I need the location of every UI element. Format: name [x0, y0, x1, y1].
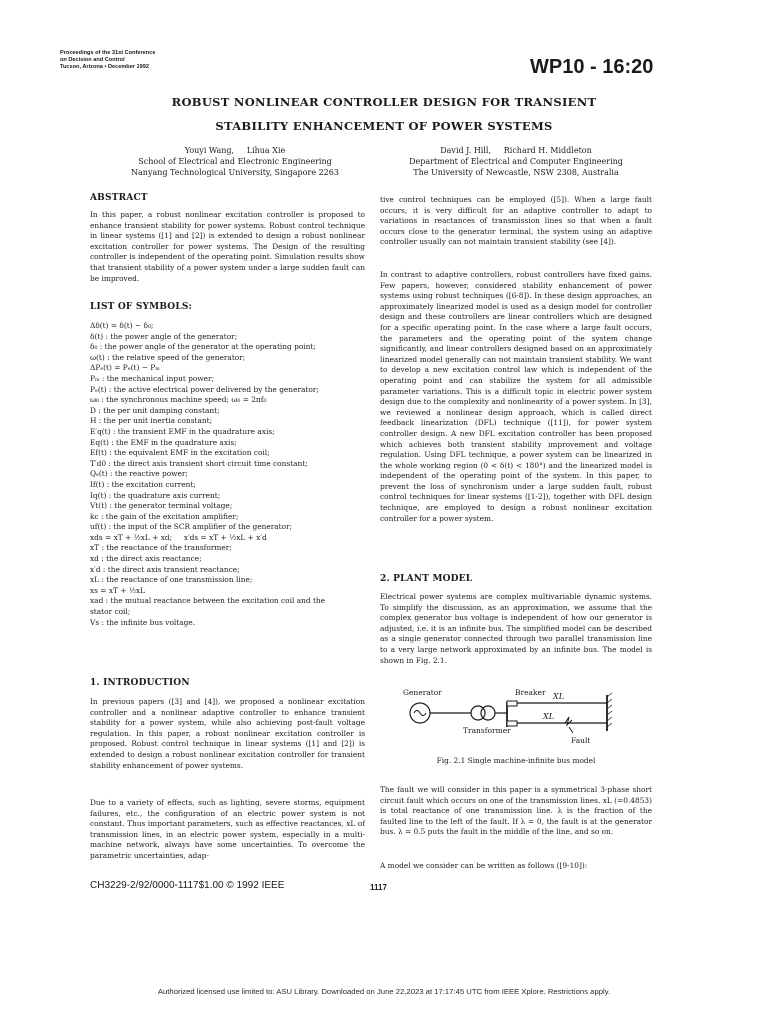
symbol-item: T′d0 : the direct axis transient short circuit time constant;	[90, 458, 308, 468]
symbol-item: Iq(t) : the quadrature axis current;	[90, 490, 221, 500]
generator-sine-icon	[414, 711, 426, 716]
right-paragraph: A model we consider can be written as follows ([9-10]):	[380, 861, 588, 870]
symbol-item: ΔPₑ(t) = Pₑ(t) − Pₘ	[90, 363, 160, 373]
paper-title-line-1: ROBUST NONLINEAR CONTROLLER DESIGN FOR TRANSIENT	[171, 95, 597, 109]
symbol-item: If(t) : the excitation current;	[90, 479, 196, 489]
symbol-item: Ef(t) : the equivalent EMF in the excitation coil;	[90, 448, 270, 458]
symbol-item: Pₑ(t) : the active electrical power delivered by the generator;	[90, 384, 319, 394]
breaker-label: Breaker	[515, 688, 546, 697]
proceedings-line: on Decision and Control	[60, 57, 125, 63]
fault-lightning-icon	[565, 717, 572, 725]
symbol-item: xs = xT + ½xL	[90, 585, 146, 595]
copyright-code: CH3229-2/92/0000-1117$1.00 © 1992 IEEE	[90, 880, 285, 891]
breaker-symbol	[507, 721, 517, 726]
symbol-item: xd : the direct axis reactance;	[90, 554, 202, 564]
author-affiliation: The University of Newcastle, NSW 2308, Australia	[413, 168, 619, 177]
figure-caption: Fig. 2.1 Single machine-infinite bus model	[436, 756, 596, 765]
right-paragraph: Electrical power systems are complex multivariable dynamic systems. To simplify the discussion, as an approximation, we assume that the complex generator bus voltage is independent of how our generator is adjusted, i.e. it is an infinite bus. The simplified model can be described as a single generator connected through two parallel transmission line to a very large network approximated by an infinite bus. The model is shown in Fig. 2.1.	[380, 592, 652, 665]
symbol-item: Vt(t) : the generator terminal voltage;	[90, 501, 233, 511]
symbols-heading: LIST OF SYMBOLS:	[90, 302, 193, 312]
proceedings-line: Proceedings of the 31st Conference	[60, 50, 156, 56]
introduction-paragraph: Due to a variety of effects, such as lighting, severe storms, equipment failures, etc., the configuration of an electric power system is not constant. Thus important parameters, such as effective reactances, xL of transmission lines, in an electric power system, especially in a multi-machine network, always have some uncertainties. To overcome the parametric uncertainties, adap-	[90, 798, 365, 860]
symbol-item: D : the per unit damping constant;	[90, 405, 220, 415]
symbol-item: xds = xT + ½xL + xd; x′ds = xT + ½xL + x′d	[90, 532, 267, 542]
symbol-item: Pₘ : the mechanical input power;	[90, 373, 215, 383]
symbol-item: ω(t) : the relative speed of the generator;	[90, 352, 246, 362]
symbol-item: xT : the reactance of the transformer;	[90, 543, 232, 553]
author-affiliation: School of Electrical and Electronic Engineering	[138, 157, 332, 166]
right-paragraph: tive control techniques can be employed ([5]). When a large fault occurs, it is very difficult for an adaptive controller to adapt to variations in reactances of transmission lines so that when a fault occurs close to the generator terminal, the system using an adaptive controller usually can not maintain transient stability (see [4]).	[380, 195, 652, 247]
symbols-list	[90, 321, 365, 628]
introduction-paragraph: In previous papers ([3] and [4]), we proposed a nonlinear excitation controller and a nonlinear adaptive controller to enhance transient stability for a power system, while also achieving post-fault voltage regulation. In this paper, a robust nonlinear excitation controller is proposed. Robust control technique in linear systems ([1] and [2]) is extended to design a robust nonlinear excitation controller for transient stability enhancement of power systems.	[90, 697, 365, 770]
line-reactance-label: XL	[553, 692, 565, 701]
single-machine-infinite-bus-diagram	[395, 683, 645, 748]
line-reactance-label: XL	[543, 712, 555, 721]
plant-model-heading: 2. PLANT MODEL	[380, 574, 473, 584]
proceedings-line: Tucson, Arizona • December 1992	[60, 64, 150, 70]
session-code: WP10 - 16:20	[530, 56, 654, 78]
abstract-text: In this paper, a robust nonlinear excitation controller is proposed to enhance transient stability for power systems. Robust control technique in linear systems ([1] and [2]) is extended to design a robust nonlinear excitation controller for power systems. The Design of the resulting controller is independent of the operating point. Simulation results show that transient stability of a power system under a large sudden fault can be improved.	[90, 210, 365, 283]
symbol-item: uf(t) : the input of the SCR amplifier of the generator;	[90, 522, 293, 532]
symbol-item: Qₑ(t) : the reactive power;	[90, 469, 188, 479]
proceedings-info	[60, 50, 155, 71]
symbol-item: xL : the reactance of one transmission line;	[90, 575, 253, 585]
symbol-item: ω₀ : the synchronous machine speed; ω₀ = 2πf₀	[90, 395, 267, 405]
author-names: Youyi Wang, Lihua Xie	[184, 146, 286, 155]
symbol-item: H : the per unit inertia constant;	[90, 416, 213, 426]
symbol-item: Eq(t) : the EMF in the quadrature axis;	[90, 437, 237, 447]
paper-title-line-2: STABILITY ENHANCEMENT OF POWER SYSTEMS	[215, 119, 553, 133]
symbol-item: E′q(t) : the transient EMF in the quadrature axis;	[90, 426, 275, 436]
transformer-label: Transformer	[463, 726, 511, 735]
author-names: David J. Hill, Richard H. Middleton	[440, 146, 592, 155]
right-paragraph: In contrast to adaptive controllers, robust controllers have fixed gains. Few papers, however, considered stability enhancement of power systems using robust techniques ([6-8]). In these design approaches, an approximately linearized model is used as a design model for controller design and these controllers are linear controllers which are designed for a specific operating point. In the case where a large fault occurs, the parameters and the operating point of the system change significantly, and linear controllers designed based on an approximately linearized model generally can not maintain transient stability. We want to develop a new excitation control law which is independent of the operating point and can stabilize the system for all admissible parameter variations. This is a difficult topic in electric power system design due to the complexity and nonlinearity of a power system. In [3], we reviewed a nonlinear design approach, which is called direct feedback linearization (DFL) technique ([11]), for power system controller design. A new DFL excitation controller has been proposed which achieves both transient stability improvement and voltage regulation. Using DFL technique, a power system can be linearized in the whole working region (0 < δ(t) < 180°) and the linearized model is independent of the operating point of the system. In this paper, to prevent the loss of synchronism under a large sudden fault, robust control techniques for linear systems ([1-2]), together with DFL design technique, are employed to design a robust nonlinear excitation controller for a power system.	[380, 270, 652, 523]
authors-right	[384, 145, 648, 178]
symbol-item: stator coil;	[90, 607, 131, 617]
abstract-heading: ABSTRACT	[90, 193, 148, 203]
symbol-item: xad : the mutual reactance between the excitation coil and the	[90, 596, 326, 606]
symbol-item: kc : the gain of the excitation amplifier;	[90, 511, 239, 521]
symbol-item: x′d : the direct axis transient reactance;	[90, 564, 240, 574]
symbol-item: Vs : the infinite bus voltage.	[90, 617, 196, 627]
author-affiliation: Nanyang Technological University, Singapore 2263	[131, 168, 339, 177]
right-paragraph: The fault we will consider in this paper is a symmetrical 3-phase short circuit fault which occurs on one of the transmission lines. xL (=0.4853) is total reactance of one transmission line. λ is the fraction of the faulted line to the left of the fault. If λ = 0, the fault is at the generator bus. λ = 0.5 puts the fault in the middle of the line, and so on.	[380, 785, 652, 837]
fault-label: Fault	[571, 736, 591, 745]
generator-label: Generator	[403, 688, 442, 697]
author-affiliation: Department of Electrical and Computer Engineering	[409, 157, 623, 166]
authors-left	[90, 145, 380, 178]
introduction-heading: 1. INTRODUCTION	[90, 678, 190, 688]
fault-pointer	[569, 727, 573, 733]
symbol-item: δ(t) : the power angle of the generator;	[90, 331, 238, 341]
authorized-use-notice: Authorized licensed use limited to: ASU Library. Downloaded on June 22,2023 at 17:17:45 UTC from IEEE Xplore. Restrictions apply.	[157, 987, 611, 996]
symbol-item: Δδ(t) = δ(t) − δ₀;	[90, 321, 154, 330]
transformer-coil	[481, 706, 495, 720]
symbol-item: δ₀ : the power angle of the generator at the operating point;	[90, 342, 316, 352]
page-number: 1117	[370, 883, 387, 892]
breaker-symbol	[507, 701, 517, 706]
